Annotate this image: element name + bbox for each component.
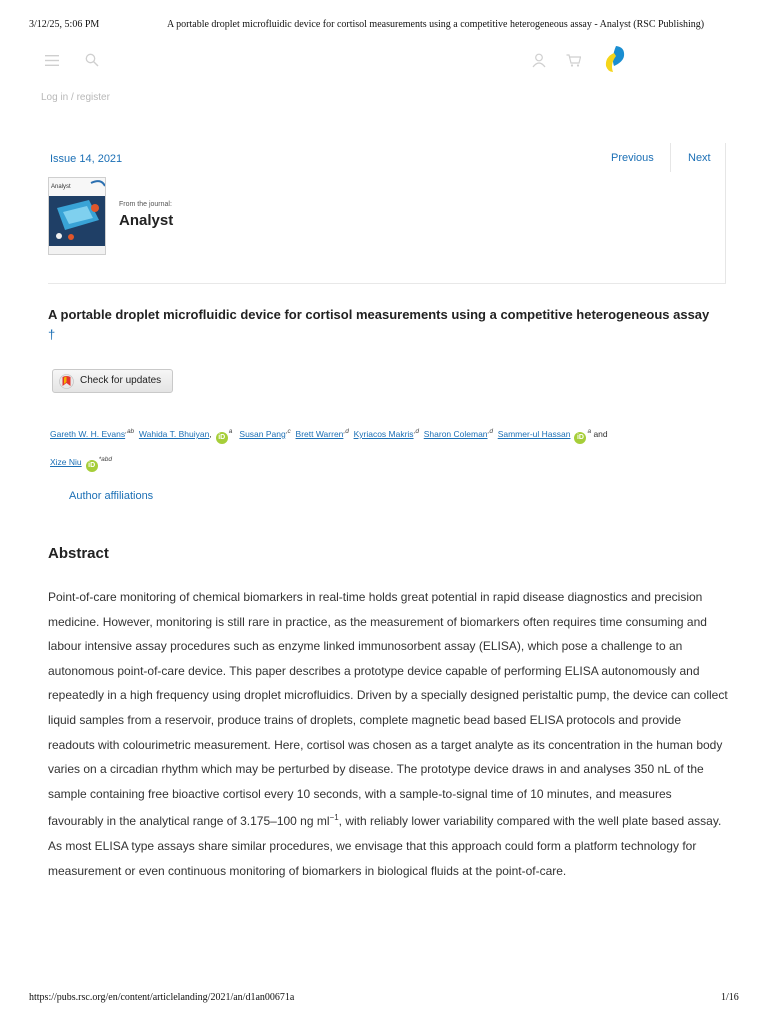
author-affil-sup: a [228, 428, 233, 435]
abstract-body-2: , with reliably lower variability compared with the well plate based assay. As most ELISA type assays share similar procedures, we envisage that this approach could form a platform technology for measurement or even continuous monitoring of biomarkers in biological fluids at the point-of-care. [48, 814, 722, 878]
article-title-text: A portable droplet microfluidic device for cortisol measurements using a competitive heterogeneous assay [48, 307, 710, 322]
crossmark-icon [59, 374, 74, 389]
author-link[interactable]: Susan Pang [239, 429, 286, 439]
header-divider [48, 283, 726, 284]
panel-right-border [725, 143, 726, 283]
author-affiliations-toggle[interactable]: Author affiliations [69, 490, 154, 502]
cover-title: Analyst [51, 184, 71, 190]
author-list: Gareth W. H. Evans$^{,ab}$ Wahida T. Bhuiyan, $iD^a$ Susan Pang$^{,c}$ Brett Warren$^{,d}$ Kyriacos Makris$^{,d}$ Sharon Coleman$^{,d}$ Sammer-ul Hassan $iD^a$ and Xize Niu $iD^{*abd}$ [50, 419, 730, 475]
abstract-body-1: Point-of-care monitoring of chemical biomarkers in real-time holds great potential in rapid disease diagnostics and precision medicine. However, monitoring is still rare in practice, as the measurement of biomarkers often requires time consuming and labour intensive assay procedures such as enzyme linked immunosorbent assay (ELISA), which pose a challenge to an autonomous point-of-care device. This paper describes a prototype device capable of performing ELISA autonomously and repeatedly in a high frequency using droplet microfluidics. Driven by a specially designed peristaltic pump, the device can collect liquid samples from a reservoir, produce trains of droplets, complete magnetic bead based ELISA protocols and provide readouts with colourimetric measurement. Here, cortisol was chosen as a target analyte as its concentration in the human body varies on a circadian rhythm which may be perturbed by disease. The prototype device draws in and analyses 350 nL of the sample containing free bioactive cortisol every 10 seconds, with a sample-to-signal time of 10 minutes, and measures favourably in the analytical range of 3.175–100 ng ml [48, 590, 728, 829]
next-link[interactable]: Next [688, 152, 711, 164]
check-for-updates-label: Check for updates [80, 375, 162, 386]
author-link[interactable]: Gareth W. H. Evans [50, 429, 126, 439]
author-affil-sup: a [587, 428, 592, 435]
previous-link[interactable]: Previous [611, 152, 654, 164]
print-page-number: 1/16 [721, 992, 739, 1003]
author-affil-sup: ,d [343, 428, 349, 435]
search-icon[interactable] [85, 53, 99, 67]
author-affil-sup: ,d [487, 428, 493, 435]
abstract-heading: Abstract [48, 545, 109, 562]
article-title [48, 305, 718, 345]
menu-icon[interactable] [45, 55, 59, 66]
orcid-icon[interactable]: iD [574, 432, 586, 444]
orcid-icon[interactable]: iD [216, 432, 228, 444]
author-link[interactable]: Wahida T. Bhuiyan [138, 429, 210, 439]
unit-superscript: −1 [329, 813, 339, 823]
cart-icon[interactable] [566, 54, 581, 67]
author-affil-sup: *abd [98, 456, 113, 463]
abstract-text [48, 585, 728, 883]
journal-name[interactable]: Analyst [119, 212, 174, 229]
rsc-logo[interactable] [602, 44, 626, 74]
orcid-icon[interactable]: iD [86, 460, 98, 472]
author-affil-sup: ,ab [125, 428, 135, 435]
journal-cover-image[interactable] [48, 177, 106, 255]
author-link[interactable]: Sharon Coleman [423, 429, 488, 439]
cover-art [49, 178, 105, 254]
print-page-title: A portable droplet microfluidic device for cortisol measurements using a competitive heterogeneous assay - Analyst (RSC Publishing) [167, 19, 705, 30]
esi-dagger-link[interactable]: † [48, 327, 56, 342]
print-date: 3/12/25, 5:06 PM [29, 19, 100, 30]
and-label: and [593, 429, 608, 439]
author-link[interactable]: Kyriacos Makris [353, 429, 414, 439]
author-affil-sup: ,c [285, 428, 291, 435]
author-affil-sup: ,d [413, 428, 419, 435]
check-for-updates-button[interactable] [52, 369, 173, 393]
user-icon[interactable] [532, 53, 546, 68]
from-journal-label: From the journal: [119, 201, 172, 208]
print-footer-url: https://pubs.rsc.org/en/content/articlelanding/2021/an/d1an00671a [29, 992, 295, 1003]
author-link[interactable]: Sammer-ul Hassan [497, 429, 571, 439]
nav-divider [670, 143, 671, 172]
author-link[interactable]: Brett Warren [295, 429, 344, 439]
login-register-link[interactable]: Log in / register [41, 92, 110, 103]
author-link[interactable]: Xize Niu [50, 457, 82, 467]
issue-link[interactable]: Issue 14, 2021 [50, 153, 123, 165]
